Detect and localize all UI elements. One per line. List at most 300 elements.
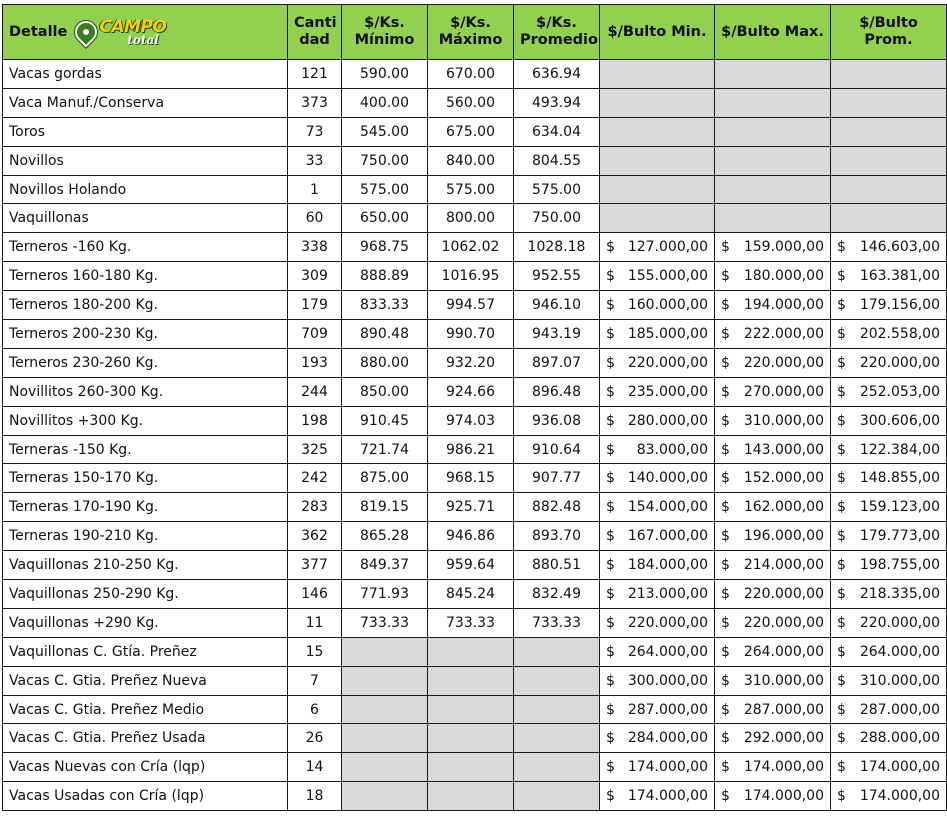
cell-detalle: Terneros 230-260 Kg. <box>3 348 288 377</box>
amount: 310.000,00 <box>743 412 824 429</box>
amount: 174.000,00 <box>627 759 708 776</box>
cell-detalle: Vaquillonas 210-250 Kg. <box>3 551 288 580</box>
cell-detalle: Vacas C. Gtia. Preñez Usada <box>3 724 288 753</box>
amount: 154.000,00 <box>627 499 708 516</box>
cell-bulto-prom <box>831 666 947 695</box>
amount: 310.000,00 <box>859 672 940 689</box>
cell-cantidad: 377 <box>288 551 342 580</box>
currency-symbol: $ <box>606 788 615 805</box>
cell-empty <box>831 204 947 233</box>
cell-ks-prom: 907.77 <box>514 464 600 493</box>
currency-symbol: $ <box>721 412 730 429</box>
cell-bulto-prom <box>831 493 947 522</box>
cell-detalle: Vaquillonas <box>3 204 288 233</box>
amount: 174.000,00 <box>743 788 824 805</box>
cell-bulto-max <box>715 580 831 609</box>
cell-cantidad: 309 <box>288 262 342 291</box>
cell-bulto-prom <box>831 262 947 291</box>
cell-ks-max: 990.70 <box>428 320 514 349</box>
cell-detalle: Novillitos 260-300 Kg. <box>3 377 288 406</box>
col-header-ks-prom: $/Ks. Promedio <box>514 5 600 60</box>
cell-ks-max: 986.21 <box>428 435 514 464</box>
cell-ks-prom: 804.55 <box>514 146 600 175</box>
cell-cantidad: 1 <box>288 175 342 204</box>
currency-symbol: $ <box>837 585 846 602</box>
currency-symbol: $ <box>721 383 730 400</box>
amount: 174.000,00 <box>859 788 940 805</box>
col-header-cantidad: Canti dad <box>288 5 342 60</box>
cell-ks-min: 888.89 <box>342 262 428 291</box>
cell-ks-max: 675.00 <box>428 117 514 146</box>
amount: 140.000,00 <box>627 470 708 487</box>
cell-ks-prom: 882.48 <box>514 493 600 522</box>
cell-ks-min: 650.00 <box>342 204 428 233</box>
amount: 185.000,00 <box>627 325 708 342</box>
cell-empty <box>600 146 715 175</box>
cell-bulto-min <box>600 522 715 551</box>
cell-empty <box>600 117 715 146</box>
cell-ks-max: 994.57 <box>428 291 514 320</box>
cell-cantidad: 7 <box>288 666 342 695</box>
cell-bulto-prom <box>831 753 947 782</box>
cell-ks-min: 590.00 <box>342 60 428 89</box>
cell-ks-max: 1016.95 <box>428 262 514 291</box>
amount: 148.855,00 <box>859 470 940 487</box>
amount: 220.000,00 <box>627 614 708 631</box>
cell-ks-max: 1062.02 <box>428 233 514 262</box>
currency-symbol: $ <box>721 643 730 660</box>
cell-bulto-max <box>715 608 831 637</box>
col-header-bulto-prom: $/Bulto Prom. <box>831 5 947 60</box>
currency-symbol: $ <box>837 499 846 516</box>
currency-symbol: $ <box>837 701 846 718</box>
cell-empty <box>342 666 428 695</box>
logo-brand-text: CAMPO <box>99 16 167 37</box>
cell-bulto-max <box>715 666 831 695</box>
amount: 264.000,00 <box>743 643 824 660</box>
currency-symbol: $ <box>721 759 730 776</box>
cell-bulto-min <box>600 291 715 320</box>
amount: 220.000,00 <box>859 614 940 631</box>
cell-ks-prom: 896.48 <box>514 377 600 406</box>
header-row <box>3 5 947 60</box>
cell-bulto-prom <box>831 724 947 753</box>
amount: 288.000,00 <box>859 730 940 747</box>
currency-symbol: $ <box>606 499 615 516</box>
cell-empty <box>428 637 514 666</box>
cell-bulto-max <box>715 551 831 580</box>
amount: 220.000,00 <box>627 354 708 371</box>
cell-bulto-max <box>715 348 831 377</box>
table-row <box>3 117 947 146</box>
table-row <box>3 377 947 406</box>
cell-bulto-prom <box>831 435 947 464</box>
logo-sub-text: total <box>127 32 159 47</box>
amount: 287.000,00 <box>627 701 708 718</box>
table-row <box>3 782 947 811</box>
currency-symbol: $ <box>721 268 730 285</box>
cell-detalle: Terneras -150 Kg. <box>3 435 288 464</box>
amount: 163.381,00 <box>859 268 940 285</box>
cell-empty <box>342 637 428 666</box>
amount: 280.000,00 <box>627 412 708 429</box>
cell-ks-prom: 493.94 <box>514 88 600 117</box>
cell-ks-prom: 1028.18 <box>514 233 600 262</box>
cell-ks-min: 890.48 <box>342 320 428 349</box>
cell-ks-prom: 733.33 <box>514 608 600 637</box>
cell-ks-min: 880.00 <box>342 348 428 377</box>
table-row <box>3 551 947 580</box>
cell-empty <box>831 60 947 89</box>
currency-symbol: $ <box>606 239 615 256</box>
cell-detalle: Terneros -160 Kg. <box>3 233 288 262</box>
cell-bulto-max <box>715 753 831 782</box>
cell-ks-prom: 910.64 <box>514 435 600 464</box>
currency-symbol: $ <box>837 528 846 545</box>
amount: 214.000,00 <box>743 557 824 574</box>
currency-symbol: $ <box>606 614 615 631</box>
currency-symbol: $ <box>606 730 615 747</box>
cell-ks-prom: 575.00 <box>514 175 600 204</box>
cell-cantidad: 11 <box>288 608 342 637</box>
cell-ks-prom: 750.00 <box>514 204 600 233</box>
cell-empty <box>428 753 514 782</box>
cell-bulto-min <box>600 406 715 435</box>
cell-ks-min: 750.00 <box>342 146 428 175</box>
cell-cantidad: 179 <box>288 291 342 320</box>
cell-cantidad: 198 <box>288 406 342 435</box>
cell-cantidad: 121 <box>288 60 342 89</box>
cell-detalle: Toros <box>3 117 288 146</box>
amount: 264.000,00 <box>859 643 940 660</box>
cell-ks-min: 771.93 <box>342 580 428 609</box>
cell-empty <box>342 724 428 753</box>
amount: 220.000,00 <box>743 614 824 631</box>
table-row <box>3 320 947 349</box>
cell-empty <box>428 724 514 753</box>
currency-symbol: $ <box>837 325 846 342</box>
cell-empty <box>831 175 947 204</box>
currency-symbol: $ <box>837 383 846 400</box>
cell-bulto-max <box>715 724 831 753</box>
cell-ks-max: 800.00 <box>428 204 514 233</box>
table-row <box>3 666 947 695</box>
currency-symbol: $ <box>837 297 846 314</box>
amount: 270.000,00 <box>743 383 824 400</box>
cell-detalle: Terneras 190-210 Kg. <box>3 522 288 551</box>
cell-detalle: Vacas C. Gtia. Preñez Nueva <box>3 666 288 695</box>
cell-detalle: Novillos <box>3 146 288 175</box>
currency-symbol: $ <box>837 354 846 371</box>
cell-ks-min: 721.74 <box>342 435 428 464</box>
currency-symbol: $ <box>837 643 846 660</box>
cell-detalle: Vacas Usadas con Cría (lqp) <box>3 782 288 811</box>
cell-empty <box>514 637 600 666</box>
table-row <box>3 233 947 262</box>
cell-bulto-min <box>600 262 715 291</box>
col-header-ks-min: $/Ks. Mínimo <box>342 5 428 60</box>
cell-detalle: Terneras 170-190 Kg. <box>3 493 288 522</box>
cell-detalle: Novillos Holando <box>3 175 288 204</box>
currency-symbol: $ <box>837 441 846 458</box>
currency-symbol: $ <box>721 701 730 718</box>
cell-empty <box>715 204 831 233</box>
cell-cantidad: 26 <box>288 724 342 753</box>
table-row <box>3 88 947 117</box>
cell-bulto-prom <box>831 377 947 406</box>
price-table <box>2 4 947 811</box>
cell-detalle: Terneros 200-230 Kg. <box>3 320 288 349</box>
table-row <box>3 464 947 493</box>
cell-bulto-min <box>600 348 715 377</box>
cell-detalle: Vaquillonas 250-290 Kg. <box>3 580 288 609</box>
currency-symbol: $ <box>721 788 730 805</box>
cell-detalle: Vacas gordas <box>3 60 288 89</box>
cell-empty <box>715 175 831 204</box>
amount: 146.603,00 <box>859 239 940 256</box>
cell-ks-max: 560.00 <box>428 88 514 117</box>
table-row <box>3 493 947 522</box>
cell-cantidad: 325 <box>288 435 342 464</box>
cell-empty <box>831 117 947 146</box>
amount: 264.000,00 <box>627 643 708 660</box>
cell-bulto-max <box>715 637 831 666</box>
table-row <box>3 60 947 89</box>
cell-bulto-max <box>715 695 831 724</box>
cell-ks-min: 849.37 <box>342 551 428 580</box>
amount: 287.000,00 <box>743 701 824 718</box>
currency-symbol: $ <box>721 730 730 747</box>
table-row <box>3 522 947 551</box>
cell-ks-max: 670.00 <box>428 60 514 89</box>
cell-bulto-min <box>600 377 715 406</box>
cell-empty <box>428 782 514 811</box>
col-header-bulto-max: $/Bulto Max. <box>715 5 831 60</box>
cell-cantidad: 283 <box>288 493 342 522</box>
cell-bulto-min <box>600 320 715 349</box>
currency-symbol: $ <box>721 239 730 256</box>
table-row <box>3 146 947 175</box>
cell-detalle: Novillitos +300 Kg. <box>3 406 288 435</box>
amount: 198.755,00 <box>859 557 940 574</box>
cell-ks-min: 575.00 <box>342 175 428 204</box>
cell-cantidad: 6 <box>288 695 342 724</box>
cell-ks-max: 925.71 <box>428 493 514 522</box>
amount: 213.000,00 <box>627 585 708 602</box>
currency-symbol: $ <box>721 557 730 574</box>
table-row <box>3 262 947 291</box>
cell-detalle: Terneros 180-200 Kg. <box>3 291 288 320</box>
cell-bulto-min <box>600 724 715 753</box>
currency-symbol: $ <box>721 614 730 631</box>
amount: 83.000,00 <box>636 441 708 458</box>
cell-empty <box>715 60 831 89</box>
amount: 284.000,00 <box>627 730 708 747</box>
currency-symbol: $ <box>837 239 846 256</box>
amount: 127.000,00 <box>627 239 708 256</box>
cell-ks-max: 932.20 <box>428 348 514 377</box>
amount: 122.384,00 <box>859 441 940 458</box>
currency-symbol: $ <box>721 297 730 314</box>
cell-ks-min: 545.00 <box>342 117 428 146</box>
currency-symbol: $ <box>606 470 615 487</box>
cell-bulto-max <box>715 262 831 291</box>
currency-symbol: $ <box>606 441 615 458</box>
cell-cantidad: 242 <box>288 464 342 493</box>
amount: 220.000,00 <box>743 585 824 602</box>
cell-bulto-min <box>600 637 715 666</box>
cell-empty <box>715 88 831 117</box>
table-row <box>3 608 947 637</box>
cell-bulto-min <box>600 493 715 522</box>
cell-ks-max: 959.64 <box>428 551 514 580</box>
currency-symbol: $ <box>606 701 615 718</box>
cell-bulto-prom <box>831 464 947 493</box>
currency-symbol: $ <box>606 268 615 285</box>
cell-bulto-prom <box>831 233 947 262</box>
cell-bulto-min <box>600 782 715 811</box>
cell-bulto-max <box>715 493 831 522</box>
cell-bulto-max <box>715 233 831 262</box>
cell-detalle: Terneros 160-180 Kg. <box>3 262 288 291</box>
currency-symbol: $ <box>606 759 615 776</box>
amount: 159.000,00 <box>743 239 824 256</box>
cell-ks-max: 845.24 <box>428 580 514 609</box>
campo-total-logo <box>75 16 167 47</box>
cell-empty <box>831 88 947 117</box>
cell-ks-max: 924.66 <box>428 377 514 406</box>
cell-bulto-min <box>600 233 715 262</box>
currency-symbol: $ <box>606 528 615 545</box>
cell-bulto-prom <box>831 608 947 637</box>
cell-ks-min: 833.33 <box>342 291 428 320</box>
amount: 174.000,00 <box>627 788 708 805</box>
currency-symbol: $ <box>837 268 846 285</box>
amount: 179.773,00 <box>859 528 940 545</box>
cell-ks-prom: 897.07 <box>514 348 600 377</box>
cell-detalle: Vaca Manuf./Conserva <box>3 88 288 117</box>
cell-empty <box>600 88 715 117</box>
cell-detalle: Vacas Nuevas con Cría (lqp) <box>3 753 288 782</box>
cell-ks-min: 875.00 <box>342 464 428 493</box>
table-row <box>3 435 947 464</box>
currency-symbol: $ <box>837 470 846 487</box>
cell-empty <box>342 695 428 724</box>
cell-cantidad: 14 <box>288 753 342 782</box>
table-row <box>3 753 947 782</box>
amount: 220.000,00 <box>859 354 940 371</box>
amount: 194.000,00 <box>743 297 824 314</box>
cell-empty <box>514 695 600 724</box>
cell-bulto-prom <box>831 580 947 609</box>
cell-ks-prom: 936.08 <box>514 406 600 435</box>
cell-cantidad: 373 <box>288 88 342 117</box>
currency-symbol: $ <box>606 643 615 660</box>
amount: 218.335,00 <box>859 585 940 602</box>
amount: 220.000,00 <box>743 354 824 371</box>
amount: 235.000,00 <box>627 383 708 400</box>
cell-bulto-min <box>600 753 715 782</box>
cell-ks-min: 733.33 <box>342 608 428 637</box>
currency-symbol: $ <box>837 412 846 429</box>
currency-symbol: $ <box>721 325 730 342</box>
table-row <box>3 204 947 233</box>
cell-empty <box>514 782 600 811</box>
cell-empty <box>514 753 600 782</box>
cell-bulto-max <box>715 320 831 349</box>
cell-ks-prom: 943.19 <box>514 320 600 349</box>
currency-symbol: $ <box>837 730 846 747</box>
cell-bulto-prom <box>831 637 947 666</box>
cell-cantidad: 193 <box>288 348 342 377</box>
amount: 167.000,00 <box>627 528 708 545</box>
cell-empty <box>428 695 514 724</box>
cell-bulto-prom <box>831 522 947 551</box>
cell-bulto-min <box>600 666 715 695</box>
cell-cantidad: 709 <box>288 320 342 349</box>
amount: 155.000,00 <box>627 268 708 285</box>
amount: 252.053,00 <box>859 383 940 400</box>
amount: 184.000,00 <box>627 557 708 574</box>
cell-cantidad: 33 <box>288 146 342 175</box>
cell-detalle: Terneras 150-170 Kg. <box>3 464 288 493</box>
cell-bulto-prom <box>831 320 947 349</box>
cell-empty <box>342 782 428 811</box>
cell-ks-prom: 880.51 <box>514 551 600 580</box>
amount: 143.000,00 <box>743 441 824 458</box>
currency-symbol: $ <box>606 557 615 574</box>
cell-bulto-min <box>600 435 715 464</box>
currency-symbol: $ <box>721 672 730 689</box>
cell-cantidad: 362 <box>288 522 342 551</box>
cell-ks-max: 946.86 <box>428 522 514 551</box>
currency-symbol: $ <box>606 412 615 429</box>
currency-symbol: $ <box>606 383 615 400</box>
cell-ks-prom: 952.55 <box>514 262 600 291</box>
map-pin-icon <box>71 16 102 47</box>
detalle-label: Detalle <box>9 23 68 40</box>
amount: 159.123,00 <box>859 499 940 516</box>
cell-empty <box>600 60 715 89</box>
table-row <box>3 637 947 666</box>
cell-empty <box>831 146 947 175</box>
currency-symbol: $ <box>837 759 846 776</box>
amount: 160.000,00 <box>627 297 708 314</box>
cell-empty <box>715 117 831 146</box>
amount: 202.558,00 <box>859 325 940 342</box>
cell-bulto-prom <box>831 782 947 811</box>
currency-symbol: $ <box>721 499 730 516</box>
currency-symbol: $ <box>837 557 846 574</box>
col-header-ks-max: $/Ks. Máximo <box>428 5 514 60</box>
currency-symbol: $ <box>721 528 730 545</box>
cell-empty <box>600 175 715 204</box>
cell-bulto-prom <box>831 406 947 435</box>
cell-detalle: Vaquillonas +290 Kg. <box>3 608 288 637</box>
amount: 292.000,00 <box>743 730 824 747</box>
cell-bulto-min <box>600 551 715 580</box>
cell-ks-max: 575.00 <box>428 175 514 204</box>
cell-bulto-max <box>715 291 831 320</box>
amount: 179.156,00 <box>859 297 940 314</box>
cell-empty <box>514 724 600 753</box>
cell-ks-min: 850.00 <box>342 377 428 406</box>
cell-ks-min: 819.15 <box>342 493 428 522</box>
cell-cantidad: 73 <box>288 117 342 146</box>
cell-ks-min: 865.28 <box>342 522 428 551</box>
currency-symbol: $ <box>721 470 730 487</box>
cell-bulto-max <box>715 406 831 435</box>
